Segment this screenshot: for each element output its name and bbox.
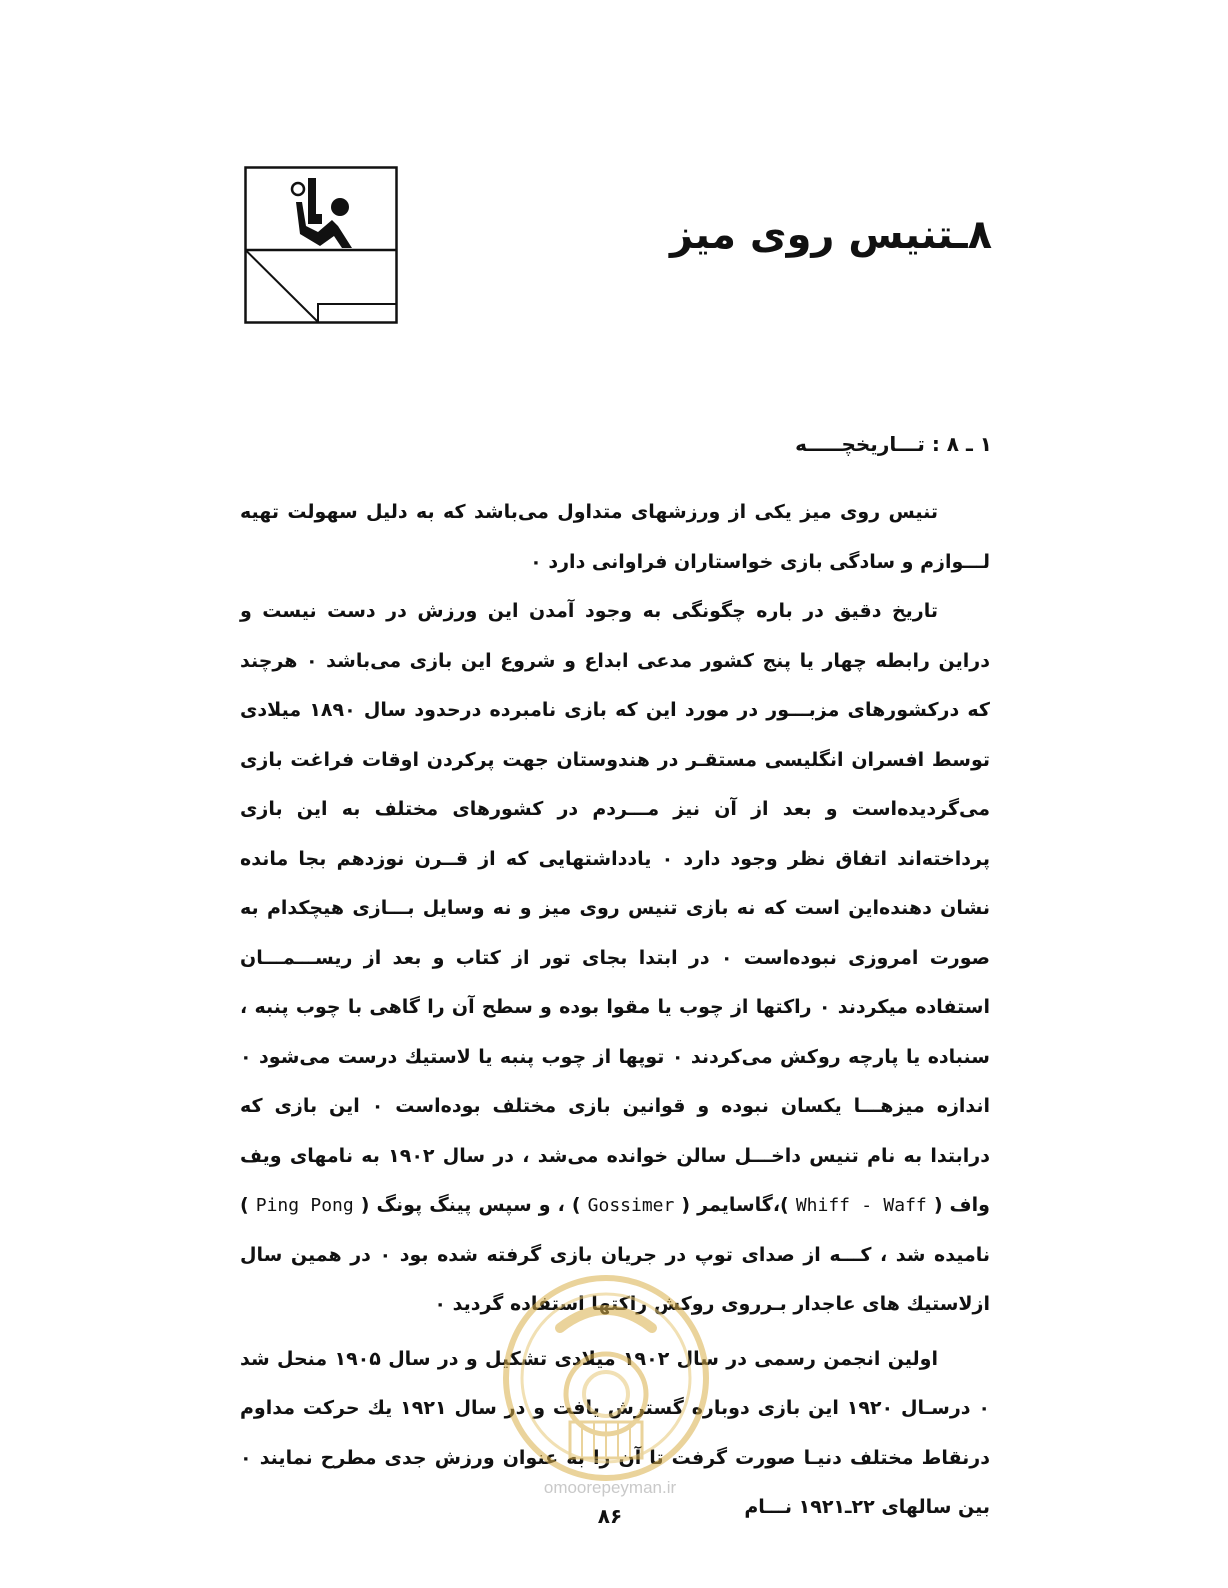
paragraph-federation: اولین انجمن رسمی در سال ۱۹۰۲ میلادی تشکیل و در سال ۱۹۰۵ منحل شد ۰ درسـال ۱۹۲۰ این بازی دوباره گسترش یافت و در سال ۱۹۲۱ یك حرکت مداوم درنقاط مختلف دنیـا صورت گرفت تا آن را به عنوان ورزش جدی مطرح نمایند ۰ بین سالهای ۲۲ـ۱۹۲۱ نـــام — [240, 1347, 991, 1518]
paragraph-intro: تنیس روی میز یکی از ورزشهای متداول می‌باشد که به دلیل سهولت تهیه لـــوازم و سادگی بازی خواستاران فراوانی دارد ۰ — [240, 501, 990, 573]
table-tennis-pictogram-icon — [244, 166, 398, 324]
paragraph-history-text-1: تاریخ دقیق در باره چگونگی به وجود آمدن این ورزش در دست نیست و دراین رابطه چهار یا پنج کشور مدعی ابداع و شروع این بازی می‌باشد ۰ هرچند که درکشورهای مزبـــور در مورد این که بازی نامبرده درحدود سال ۱۸۹۰ میلادی توسط افسران انگلیسی مستقـر در هندوستان جهت پرکردن اوقات فراغت بازی می‌گردیده‌است و بعد از آن نیز مـــردم در کشورهای مختلف به این بازی پرداخته‌اند اتفاق نظر وجود دارد ۰ یادداشتهایی که از قــرن نوزدهم بجا مانده نشان دهنده‌این است که نه بازی تنیس روی میز و نه وسایل بـــازی هیچکدام به صورت امروزی نبوده‌است ۰ در ابتدا بجای تور از کتاب و بعد از ریســـمـــان استفاده میکردند ۰ راکتها از چوب یا مقوا بوده و سطح آن را گاهی با چوب پنبه ، سنباده یا پارچه روکش می‌کردند ۰ توپها از چوب پنبه یا لاستیك درست می‌شود ۰ اندازه میزهـــا یکسان نبوده و قوانین بازی مختلف بوده‌است ۰ این بازی که درابتدا به نام تنیس داخـــل سالن خوانده می‌شد ، در سال ۱۹۰۲ به نامهای ویف واف ( — [240, 600, 991, 1216]
watermark-url: omoorepeyman.ir — [543, 1478, 677, 1497]
chapter-title: ۸ـتنیس روی میز — [670, 212, 992, 258]
paragraph-history-text-2: )،گاسایمر ( — [681, 1194, 789, 1216]
section-heading: ۱ ـ ۸ : تـــاریخچـــــه — [795, 432, 992, 456]
paragraph-history-text-3: ) ، و سپس پینگ پونگ ( — [360, 1194, 581, 1216]
paragraph-history — [240, 587, 990, 1330]
latin-term-whiff-waff: Whiff - Waff — [795, 1195, 927, 1216]
page-number: ۸۶ — [597, 1504, 623, 1528]
paragraph-history-text-4: ) نامیده شد ، کـــه از صدای توپ در جریان بازی گرفته شده بود ۰ در همین سال ازلاستیك های عاجدار بـرروی روکش راکتها استفاده گردید ۰ — [240, 1194, 991, 1315]
latin-term-ping-pong: Ping Pong — [255, 1195, 354, 1216]
publisher-seal-watermark-icon — [500, 1272, 712, 1484]
latin-term-gossimer: Gossimer — [587, 1195, 675, 1216]
